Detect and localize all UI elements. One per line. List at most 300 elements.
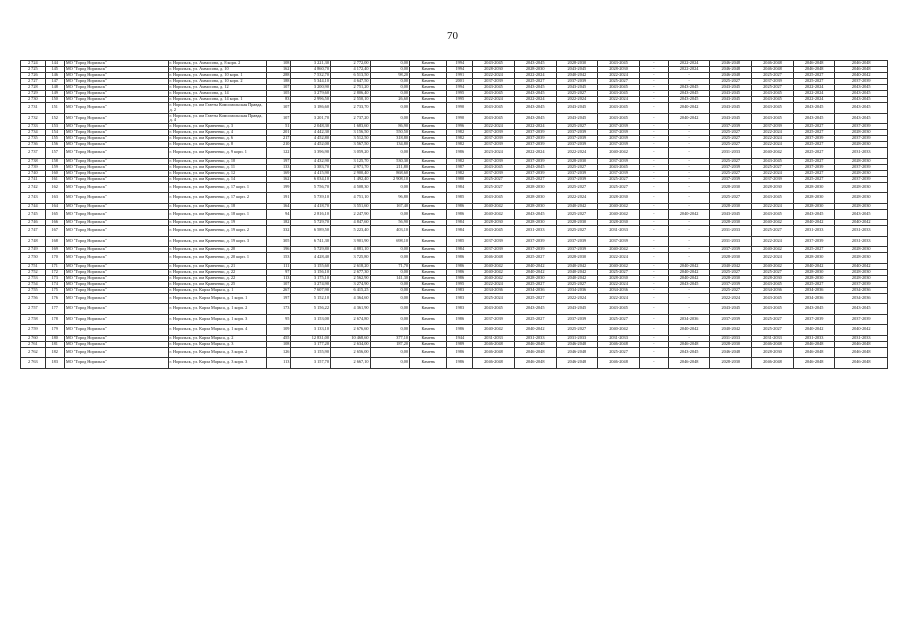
table-cell: 2 739 [21,164,46,170]
table-cell: 183 [45,358,64,369]
table-cell: 2040-2042 [710,325,752,336]
table-cell: 2037-2039 [793,136,835,142]
table-cell: 1986 [447,203,473,209]
table-cell: МО "Город Норильск" [64,113,168,124]
table-cell: 2040-2042 [556,203,598,209]
table-cell: 211,80 [370,164,410,170]
table-cell: г. Норильск, ул. им Кравченко, д. 10 [168,158,266,164]
table-cell: МО "Город Норильск" [64,314,168,325]
table-cell: 98,20 [370,73,410,79]
table-cell: Камень [410,247,447,253]
table-cell: 2037-2039 [473,130,515,136]
table-cell: 2046-2048 [835,347,888,358]
table-cell: 2 740 [21,170,46,176]
table-cell: 2 751,20 [330,85,370,91]
table-cell: 2 762 [21,347,46,358]
table-cell: 166 [45,220,64,226]
table-cell: 2 726 [21,73,46,79]
table-cell: Камень [410,103,447,114]
table-cell: Камень [410,341,447,347]
table-cell: 2025-2024 [473,293,515,304]
table-cell: 1982 [447,136,473,142]
table-cell: - [639,148,668,159]
table-cell: 2025-2027 [793,281,835,287]
housing-register-table [20,60,888,369]
table-cell: 2043-2045 [752,103,794,114]
table-cell: 2043-2045 [710,113,752,124]
table-cell: 2 550,10 [330,97,370,103]
table-cell: 0,00 [370,85,410,91]
table-cell: 3 551,60 [330,203,370,209]
table-cell: 2043-2045 [668,347,710,358]
table-cell: 168 [45,236,64,247]
table-cell: 2022-2024 [793,97,835,103]
table-cell: 2025-2027 [752,226,794,237]
table-cell: 5 344,10 [291,79,331,85]
table-cell: 2040-2042 [668,113,710,124]
table-cell: Камень [410,91,447,97]
table-cell: - [639,247,668,253]
table-cell: 3 133,10 [291,325,331,336]
table-cell: 2040-2042 [710,263,752,269]
table-cell: - [639,91,668,97]
table-cell: 5 223,40 [330,226,370,237]
table-cell: 2037-2039 [473,158,515,164]
table-cell: 2025-2027 [598,347,640,358]
table-cell: 2046-2048 [793,61,835,67]
table-cell: 3 396,90 [291,148,331,159]
table-cell: 2028-2030 [514,67,556,73]
table-cell: 153 [266,253,291,264]
table-cell: 2043-2045 [514,103,556,114]
table-cell: 158 [45,158,64,164]
table-cell: 1990 [447,103,473,114]
table-cell: 2025-2027 [752,269,794,275]
table-cell: 2037-2039 [473,79,515,85]
table-cell: 2025-2027 [514,293,556,304]
table-cell: 2043-2045 [710,304,752,315]
table-cell: 2043-2045 [752,293,794,304]
table-cell: - [639,325,668,336]
table-cell: Камень [410,325,447,336]
table-cell: 0,00 [370,61,410,67]
table-cell: 1989 [447,341,473,347]
table-cell: 141,30 [370,275,410,281]
table-cell: МО "Город Норильск" [64,209,168,220]
table-cell: 2025-2027 [752,164,794,170]
table-cell: 2028-2030 [793,193,835,204]
table-cell: Камень [410,85,447,91]
table-cell: г. Норильск, ул. им Кравченко, д. 19 корп. 2 [168,226,266,237]
table-cell: 2037-2039 [556,236,598,247]
table-cell: 2025-2027 [793,170,835,176]
table-cell: 2 772,00 [330,61,370,67]
table-cell: 2022-2024 [556,148,598,159]
table-cell: 2040-2042 [668,269,710,275]
table-cell: - [668,79,710,85]
table-cell: - [668,158,710,164]
table-cell: - [639,103,668,114]
table-cell: 2034-2036 [835,287,888,293]
table-cell: 2037-2039 [473,170,515,176]
table-cell: - [639,226,668,237]
table-cell: 197 [266,293,291,304]
table-cell: 0,00 [370,269,410,275]
table-cell: 174 [45,281,64,287]
table-cell: 2037-2039 [598,236,640,247]
table-cell: г. Норильск, ул. им Кравченко, д. 19 корп. 3 [168,236,266,247]
table-cell: 157 [45,148,64,159]
table-cell: Камень [410,130,447,136]
table-cell: 2 746 [21,220,46,226]
table-cell: 2022-2024 [752,142,794,148]
table-cell: 2025-2027 [793,176,835,182]
table-cell: 107 [266,281,291,287]
table-cell: 107 [266,103,291,114]
table-cell: - [639,158,668,164]
table-cell: 2043-2045 [598,103,640,114]
table-cell: 267 [266,287,291,293]
table-cell: 2025-2027 [710,269,752,275]
table-cell: 2046-2048 [793,67,835,73]
table-cell: МО "Город Норильск" [64,85,168,91]
table-cell: МО "Город Норильск" [64,170,168,176]
table-cell: МО "Город Норильск" [64,91,168,97]
table-cell: МО "Город Норильск" [64,247,168,253]
table-row [21,253,888,264]
table-cell: МО "Город Норильск" [64,275,168,281]
table-cell: 0,00 [370,358,410,369]
table-cell: 2040-2042 [473,325,515,336]
table-cell: - [639,358,668,369]
table-cell: 2037-2039 [752,176,794,182]
table-cell: - [639,275,668,281]
table-cell: 1986 [447,269,473,275]
table-cell: - [639,253,668,264]
table-cell: 2046-2048 [752,67,794,73]
table-cell: 7 607,90 [291,287,331,293]
table-cell: 2043-2045 [752,113,794,124]
table-cell: 550,50 [370,130,410,136]
table-cell: - [668,253,710,264]
table-cell: 3 901,90 [330,236,370,247]
table-cell: 2040-2042 [752,247,794,253]
table-row [21,236,888,247]
table-cell: 2040-2042 [793,325,835,336]
table-cell: 3 059,20 [330,148,370,159]
table-cell: 2025-2027 [752,73,794,79]
table-cell: 3 201,70 [291,113,331,124]
table-cell: 2037-2039 [514,170,556,176]
table-cell: - [639,85,668,91]
table-cell: 5 156,22 [291,304,331,315]
table-cell: 2028-2030 [556,253,598,264]
table-cell: 2025-2027 [710,170,752,176]
table-cell: 2 734 [21,130,46,136]
table-cell: 210 [266,142,291,148]
table-cell: 2 745 [21,209,46,220]
table-cell: 4 508,30 [330,182,370,193]
table-cell: - [639,220,668,226]
table-cell: МО "Город Норильск" [64,103,168,114]
table-cell: 2037-2039 [556,176,598,182]
table-cell: 4 751,10 [330,193,370,204]
table-cell: 2040-2042 [514,269,556,275]
table-cell: 2001 [447,79,473,85]
table-cell: 2 761 [21,341,46,347]
table-cell: 2043-2045 [473,85,515,91]
table-cell: 0,00 [370,247,410,253]
table-cell: г. Норильск, ул. им Кравченко, д. 3 [168,124,266,130]
table-cell: 2031-2033 [556,335,598,341]
table-cell: 4 428,40 [291,253,331,264]
table-cell: МО "Город Норильск" [64,236,168,247]
table-cell: 2043-2045 [473,304,515,315]
table-cell: 2037-2039 [514,247,556,253]
table-cell: 160 [45,170,64,176]
table-cell: 2022-2024 [752,170,794,176]
table-cell: 2046-2048 [793,341,835,347]
table-cell: 1984 [447,220,473,226]
table-cell: 3 221,30 [291,61,331,67]
table-cell: 2040-2042 [473,203,515,209]
table-cell: г. Норильск, ул. им Кравченко, д. 18 [168,203,266,209]
table-cell: 1 492,40 [330,176,370,182]
table-cell: 4 361,90 [330,304,370,315]
table-cell: 2022-2024 [514,97,556,103]
table-cell: - [639,209,668,220]
table-cell: 2043-2045 [668,97,710,103]
table-cell: 2025-2027 [514,314,556,325]
table-cell: 2046-2048 [793,347,835,358]
table-cell: 4 418,70 [291,203,331,209]
table-cell: 2028-2030 [835,253,888,264]
table-cell: 2 742 [21,182,46,193]
table-cell: - [639,347,668,358]
table-cell: 1995 [447,281,473,287]
table-cell: 2040-2042 [668,275,710,281]
table-cell: 153 [45,124,64,130]
table-cell: 2037-2039 [598,158,640,164]
table-cell: 169 [266,170,291,176]
table-cell: Камень [410,281,447,287]
table-cell: 6 415,25 [330,287,370,293]
table-cell: 2043-2045 [710,85,752,91]
table-cell: г. Норильск, ул. им Кравченко, д. 19 [168,220,266,226]
table-cell: Камень [410,61,447,67]
table-cell: 2028-2030 [514,220,556,226]
table-cell: МО "Город Норильск" [64,358,168,369]
table-cell: 2043-2045 [668,91,710,97]
table-cell: 2028-2030 [835,269,888,275]
table-cell: 2031-2033 [710,236,752,247]
table-cell: 2040-2042 [514,263,556,269]
table-cell: 56,90 [370,220,410,226]
table-cell: Камень [410,158,447,164]
table-cell: Камень [410,358,447,369]
table-cell: 3 155,90 [291,347,331,358]
table-cell: 2025-2027 [710,158,752,164]
table-cell: 1987 [447,164,473,170]
table-cell: 2046-2048 [710,73,752,79]
table-cell: МО "Город Норильск" [64,253,168,264]
table-cell: 2022-2024 [598,73,640,79]
table-cell: 2037-2039 [835,281,888,287]
table-cell: г. Норильск, ул. им Кравченко, д. 12 [168,170,266,176]
table-cell: - [668,73,710,79]
table-cell: 1995 [447,97,473,103]
table-cell: 96,80 [370,193,410,204]
table-cell: 2 754 [21,281,46,287]
table-cell: 197 [266,158,291,164]
table-row [21,325,888,336]
table-cell: 2028-2030 [793,275,835,281]
table-cell: г. Норильск, ул. им Кравченко, д. 11 [168,164,266,170]
table-cell: 2043-2045 [514,164,556,170]
table-cell: - [639,79,668,85]
table-cell: Камень [410,226,447,237]
table-cell: 2031-2033 [473,335,515,341]
table-cell: 2 758 [21,314,46,325]
table-cell: - [668,226,710,237]
table-cell: 2037-2039 [752,124,794,130]
table-cell: Камень [410,79,447,85]
table-cell: 3 156,50 [330,130,370,136]
table-row [21,103,888,114]
table-cell: - [639,170,668,176]
table-cell: 2025-2027 [752,85,794,91]
table-cell: г. Норильск, ул. им Кравченко, д. 14 [168,176,266,182]
table-cell: 0,00 [370,103,410,114]
table-row [21,226,888,237]
table-cell: 108 [266,61,291,67]
table-cell: 0,00 [370,91,410,97]
table-cell: 196 [266,247,291,253]
table-cell: 133 [266,164,291,170]
table-cell: 1982 [447,158,473,164]
table-cell: - [668,164,710,170]
table-cell: 2037-2039 [710,164,752,170]
table-cell: 146 [45,73,64,79]
table-cell: 97 [266,269,291,275]
table-cell: 1986 [447,314,473,325]
table-cell: 0,00 [370,287,410,293]
table-cell: 1984 [447,182,473,193]
table-cell: - [668,220,710,226]
table-cell: 0,00 [370,113,410,124]
table-cell: 151 [45,103,64,114]
table-cell: 2046-2048 [835,67,888,73]
table-cell: 2043-2045 [556,103,598,114]
table-cell: 173 [45,275,64,281]
table-cell: 3 279,60 [291,91,331,97]
table-cell: 2028-2030 [835,142,888,148]
table-cell: 111 [266,263,291,269]
table-cell: - [639,113,668,124]
table-cell: 2046-2048 [514,347,556,358]
table-cell: 2040-2042 [473,263,515,269]
table-cell: 2 908,10 [370,176,410,182]
table-cell: 2034-2036 [556,287,598,293]
table-cell: 2046-2048 [710,67,752,73]
table-row [21,304,888,315]
table-cell: 5 756,70 [291,182,331,193]
table-cell: 4 452,80 [291,136,331,142]
table-cell: 2034-2036 [835,293,888,304]
table-cell: 2040-2042 [556,263,598,269]
table-cell: 2025-2027 [473,176,515,182]
table-cell: 2037-2039 [473,142,515,148]
table-cell: 2028-2030 [752,275,794,281]
table-cell: 2043-2045 [514,61,556,67]
table-cell: 4 442,30 [291,130,331,136]
table-cell: 107 [266,85,291,91]
table-cell: МО "Город Норильск" [64,176,168,182]
table-cell: 2037-2039 [598,130,640,136]
table-cell: 2025-2027 [556,209,598,220]
table-cell: 2046-2048 [752,341,794,347]
table-cell: 2040-2042 [793,220,835,226]
table-cell: МО "Город Норильск" [64,335,168,341]
table-cell: 2043-2045 [514,85,556,91]
table-cell: 169 [45,247,64,253]
table-cell: 2028-2030 [793,203,835,209]
table-cell: 2025-2027 [514,253,556,264]
table-cell: 2037-2039 [835,79,888,85]
table-cell: 180 [45,335,64,341]
table-cell: 2 743 [21,193,46,204]
table-cell: 2028-2030 [835,193,888,204]
table-cell: 2 656,00 [330,347,370,358]
table-cell: 162 [266,176,291,182]
table-cell: г. Норильск, ул. им Кравченко, д. 22 [168,269,266,275]
table-cell: 2025-2027 [752,325,794,336]
table-cell: 2043-2045 [752,97,794,103]
table-cell: 2022-2024 [752,130,794,136]
table-cell: 2028-2030 [793,253,835,264]
table-cell: 5 739,10 [291,193,331,204]
table-cell: 2043-2045 [473,226,515,237]
table-cell: - [668,142,710,148]
table-cell: - [639,164,668,170]
table-cell: 2025-2027 [793,158,835,164]
table-cell: Камень [410,67,447,73]
table-row [21,182,888,193]
table-cell: 2040-2042 [835,220,888,226]
table-cell: 2 562,90 [330,275,370,281]
table-cell: 2046-2048 [514,341,556,347]
table-cell: 2043-2045 [835,91,888,97]
table-cell: 95 [266,314,291,325]
table-cell: 2043-2045 [835,85,888,91]
table-cell: 2040-2042 [668,263,710,269]
table-cell: 2031-2033 [835,148,888,159]
table-cell: 2040-2042 [835,263,888,269]
table-cell: 107 [266,113,291,124]
table-cell: МО "Город Норильск" [64,67,168,73]
table-cell: 2025-2027 [598,269,640,275]
table-cell: 2037-2039 [598,124,640,130]
table-cell: 2043-2045 [710,209,752,220]
table-cell: 2037-2039 [710,314,752,325]
table-cell: 2 759 [21,325,46,336]
table-cell: 2028-2030 [598,67,640,73]
table-cell: 2 747 [21,226,46,237]
table-cell: 2022-2024 [473,73,515,79]
table-cell: 2037-2039 [710,247,752,253]
table-cell: 2025-2027 [793,148,835,159]
table-cell: 5 729,80 [291,247,331,253]
